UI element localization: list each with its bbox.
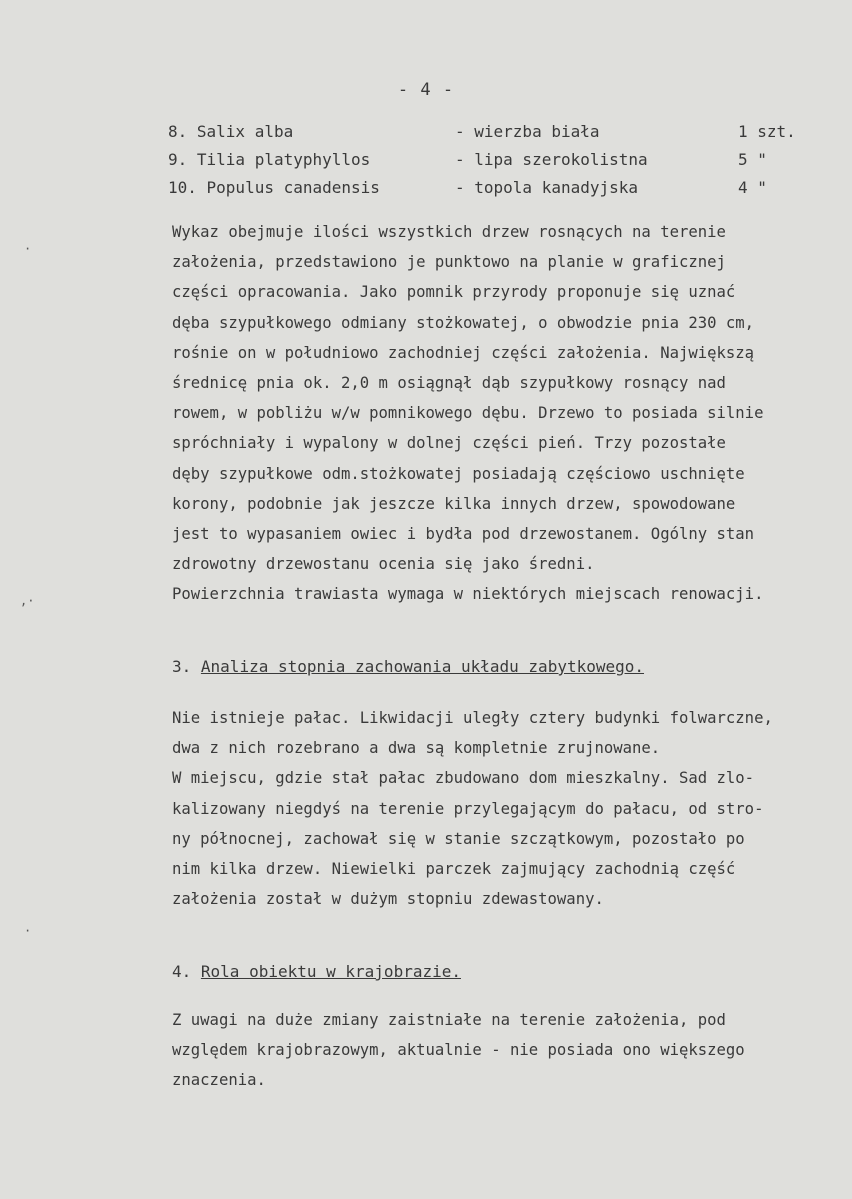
species-polish-name: - lipa szerokolistna <box>455 150 648 169</box>
species-latin-name: 8. Salix alba <box>168 122 294 141</box>
paragraph-line: dwa z nich rozebrano a dwa są kompletnie zrujnowane. <box>172 739 661 758</box>
section-4-body <box>172 1005 827 1096</box>
species-polish-name: - wierzba biała <box>455 122 600 141</box>
paragraph-line: założenia, przedstawiono je punktowo na planie w graficznej <box>172 253 726 272</box>
paragraph-line: części opracowania. Jako pomnik przyrody proponuje się uznać <box>172 283 736 302</box>
species-row <box>168 174 828 202</box>
section-number: 4. <box>172 962 192 981</box>
tree-inventory-paragraph <box>172 217 827 610</box>
paragraph-line: znaczenia. <box>172 1071 266 1090</box>
paragraph-line: W miejscu, gdzie stał pałac zbudowano dom mieszkalny. Sad zlo- <box>172 769 755 788</box>
paragraph-line: spróchniały i wypalony w dolnej części pień. Trzy pozostałe <box>172 434 726 453</box>
paragraph-line: zdrowotny drzewostanu ocenia się jako średni. <box>172 555 595 574</box>
section-number: 3. <box>172 657 192 676</box>
species-count: 4 " <box>738 178 767 197</box>
paragraph-line: Nie istnieje pałac. Likwidacji uległy cztery budynki folwarczne, <box>172 709 773 727</box>
paragraph-line: nim kilka drzew. Niewielki parczek zajmujący zachodnią część <box>172 860 736 879</box>
section-title: Rola obiektu w krajobrazie. <box>200 962 461 981</box>
section-4-heading <box>172 957 461 987</box>
species-latin-name: 9. Tilia platyphyllos <box>168 150 371 169</box>
margin-mark: ,· <box>20 594 35 608</box>
page-number: - 4 - <box>397 80 455 100</box>
paragraph-line: dęby szypułkowe odm.stożkowatej posiadają częściowo uschnięte <box>172 464 745 483</box>
species-polish-name: - topola kanadyjska <box>455 178 639 197</box>
section-title: Analiza stopnia zachowania układu zabytkowego. <box>200 657 645 676</box>
species-latin-name: 10. Populus canadensis <box>168 178 380 197</box>
paragraph-line: ny północnej, zachował się w stanie szczątkowym, pozostało po <box>172 829 745 848</box>
paragraph-line: Z uwagi na duże zmiany zaistniałe na terenie założenia, pod <box>172 1011 726 1029</box>
species-list <box>168 118 828 202</box>
species-count: 1 szt. <box>738 122 796 141</box>
species-row <box>168 118 828 146</box>
paragraph-line: średnicę pnia ok. 2,0 m osiągnął dąb szypułkowy rosnący nad <box>172 374 726 393</box>
paragraph-line: Powierzchnia trawiasta wymaga w niektórych miejscach renowacji. <box>172 585 764 604</box>
species-row <box>168 146 828 174</box>
paragraph-line: Wykaz obejmuje ilości wszystkich drzew rosnących na terenie <box>172 223 726 241</box>
paragraph-line: korony, podobnie jak jeszcze kilka innych drzew, spowodowane <box>172 494 736 513</box>
paragraph-line: dęba szypułkowego odmiany stożkowatej, o obwodzie pnia 230 cm, <box>172 313 755 332</box>
margin-mark: · <box>24 242 32 256</box>
margin-mark: · <box>24 924 32 938</box>
paragraph-line: rowem, w pobliżu w/w pomnikowego dębu. Drzewo to posiada silnie <box>172 404 764 423</box>
section-3-body <box>172 703 827 914</box>
paragraph-line: założenia został w dużym stopniu zdewastowany. <box>172 890 604 909</box>
species-count: 5 " <box>738 150 767 169</box>
paragraph-line: względem krajobrazowym, aktualnie - nie posiada ono większego <box>172 1041 745 1060</box>
paragraph-line: rośnie on w południowo zachodniej części założenia. Największą <box>172 343 755 362</box>
section-3-heading <box>172 652 644 682</box>
paragraph-line: jest to wypasaniem owiec i bydła pod drzewostanem. Ogólny stan <box>172 525 755 544</box>
paragraph-line: kalizowany niegdyś na terenie przylegającym do pałacu, od stro- <box>172 799 764 818</box>
